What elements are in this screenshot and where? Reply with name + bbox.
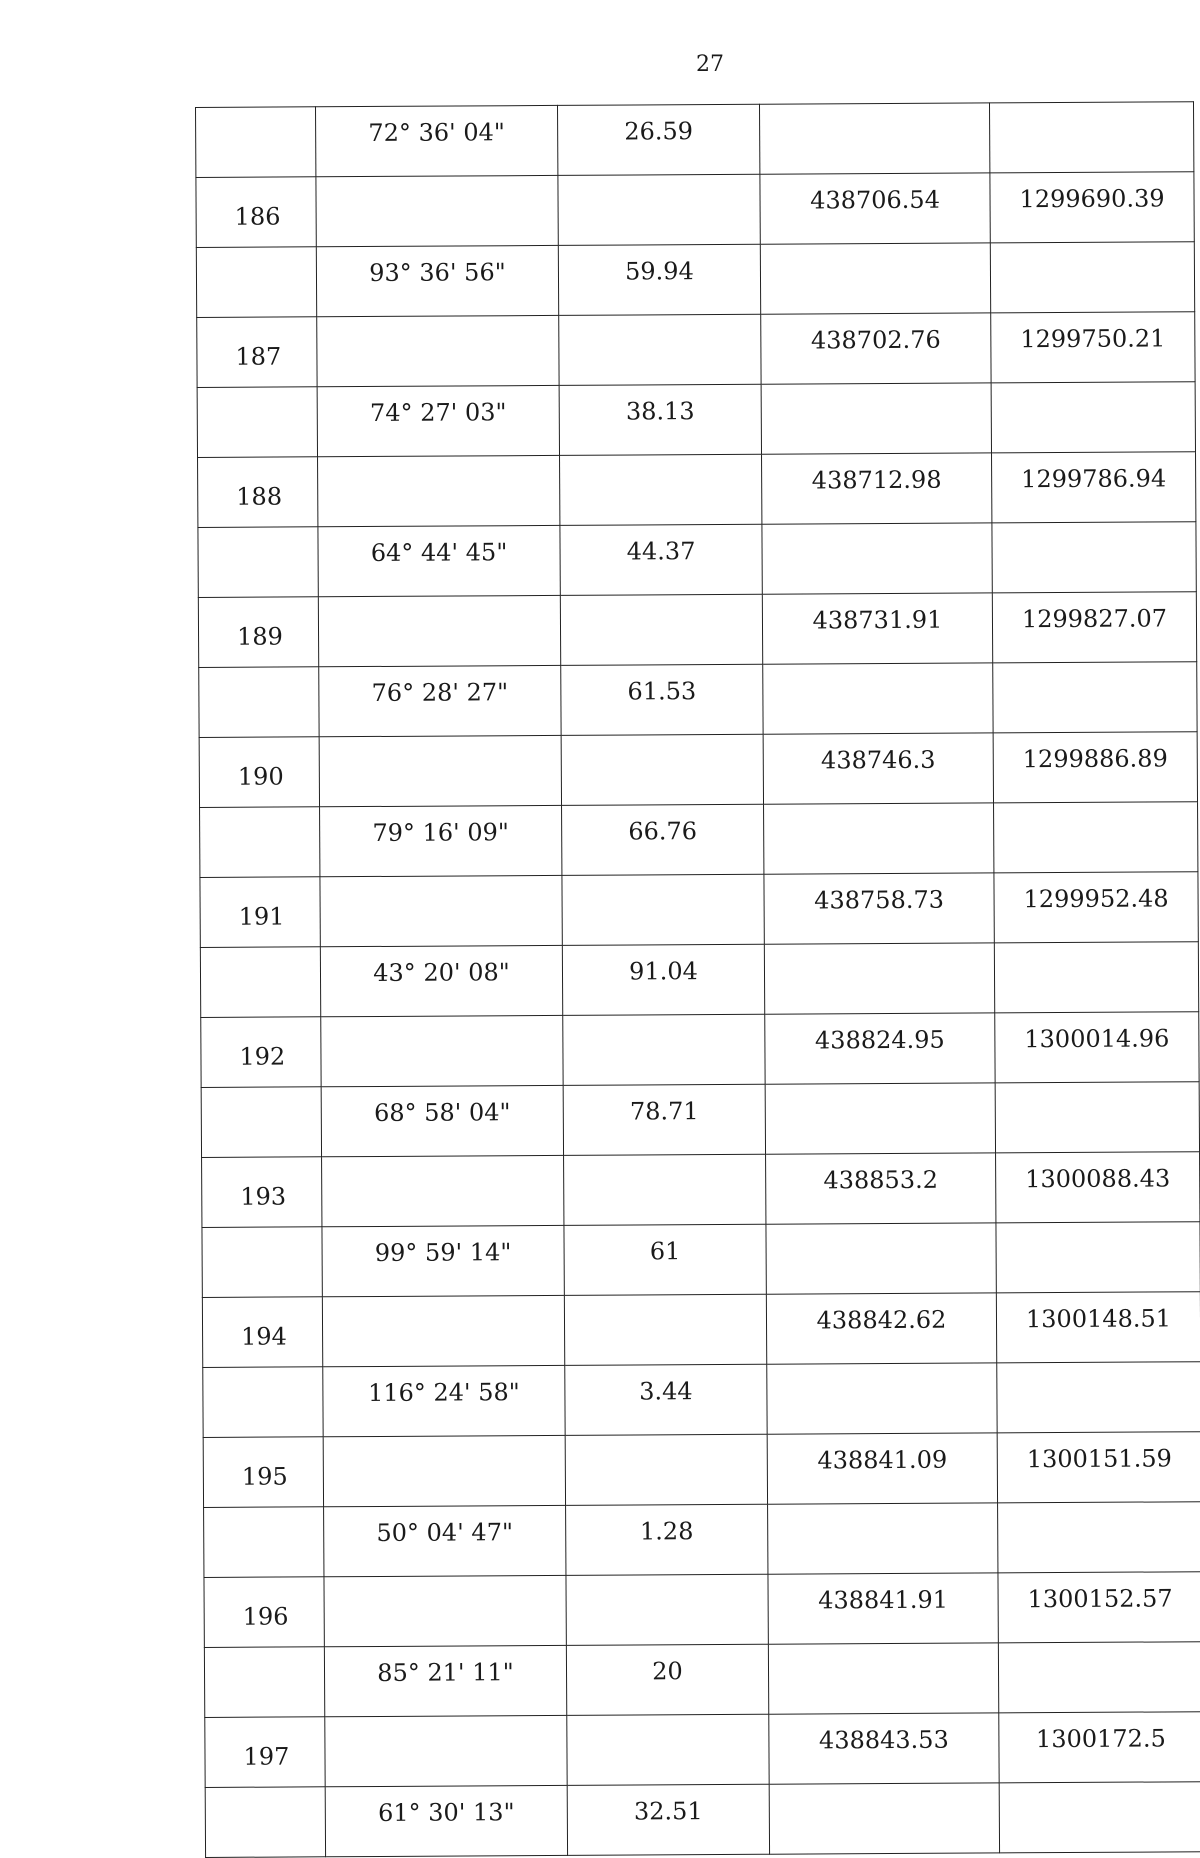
easting-cell: 438731.91 <box>762 593 992 664</box>
segment-row <box>196 102 1194 178</box>
bearing-cell: 72° 36' 04" <box>316 105 558 176</box>
distance-cell <box>561 734 763 805</box>
distance-cell <box>565 1434 767 1505</box>
distance-cell <box>563 1014 765 1085</box>
northing-cell: 1300172.5 <box>999 1712 1200 1783</box>
point-id-cell <box>197 387 317 458</box>
easting-cell: 438712.98 <box>762 453 992 524</box>
distance-cell: 1.28 <box>566 1504 768 1575</box>
point-id-cell <box>204 1507 324 1578</box>
distance-cell <box>560 454 762 525</box>
easting-cell: 438842.62 <box>766 1293 996 1364</box>
point-id-cell: 190 <box>199 737 319 808</box>
northing-cell: 1300151.59 <box>997 1432 1200 1503</box>
coordinate-table-container <box>195 101 1200 1858</box>
point-row <box>198 592 1196 668</box>
distance-cell: 32.51 <box>567 1784 769 1855</box>
segment-row <box>204 1642 1200 1718</box>
easting-cell <box>766 1223 996 1294</box>
bearing-cell <box>318 455 560 526</box>
point-id-cell <box>200 807 320 878</box>
northing-cell <box>991 382 1195 453</box>
easting-cell: 438758.73 <box>764 873 994 944</box>
segment-row <box>197 382 1195 458</box>
distance-cell: 59.94 <box>558 244 760 315</box>
point-id-cell: 191 <box>200 877 320 948</box>
bearing-cell <box>317 315 559 386</box>
bearing-cell: 93° 36' 56" <box>316 245 558 316</box>
segment-row <box>202 1222 1200 1298</box>
point-id-cell <box>196 247 316 318</box>
easting-cell: 438824.95 <box>765 1013 995 1084</box>
northing-cell: 1299827.07 <box>992 592 1196 663</box>
bearing-cell: 76° 28' 27" <box>319 665 561 736</box>
easting-cell <box>769 1783 999 1854</box>
northing-cell <box>998 1502 1200 1573</box>
northing-cell <box>996 1222 1200 1293</box>
point-row <box>196 172 1194 248</box>
northing-cell <box>993 662 1197 733</box>
bearing-cell: 68° 58' 04" <box>321 1085 563 1156</box>
coordinate-table <box>195 101 1200 1858</box>
table-body <box>196 102 1200 1858</box>
northing-cell: 1300152.57 <box>998 1572 1200 1643</box>
northing-cell <box>992 522 1196 593</box>
point-id-cell: 196 <box>204 1577 324 1648</box>
northing-cell: 1300148.51 <box>996 1292 1200 1363</box>
northing-cell: 1299786.94 <box>992 452 1196 523</box>
distance-cell: 26.59 <box>557 104 759 175</box>
bearing-cell <box>325 1715 567 1786</box>
northing-cell <box>994 802 1198 873</box>
bearing-cell <box>324 1575 566 1646</box>
point-row <box>203 1432 1200 1508</box>
easting-cell: 438706.54 <box>760 173 990 244</box>
distance-cell <box>559 314 761 385</box>
northing-cell <box>995 1082 1199 1153</box>
easting-cell <box>764 803 994 874</box>
bearing-cell <box>318 595 560 666</box>
distance-cell: 44.37 <box>560 524 762 595</box>
bearing-cell <box>320 875 562 946</box>
easting-cell <box>768 1503 998 1574</box>
segment-row <box>200 942 1198 1018</box>
point-row <box>198 452 1196 528</box>
segment-row <box>203 1362 1200 1438</box>
easting-cell <box>765 1083 995 1154</box>
segment-row <box>199 662 1197 738</box>
segment-row <box>205 1782 1200 1858</box>
point-id-cell: 197 <box>205 1717 325 1788</box>
northing-cell <box>998 1642 1200 1713</box>
point-id-cell: 193 <box>202 1157 322 1228</box>
northing-cell: 1299750.21 <box>991 312 1195 383</box>
easting-cell <box>768 1643 998 1714</box>
point-row <box>204 1572 1200 1648</box>
page-number: 27 <box>696 52 724 77</box>
easting-cell <box>767 1363 997 1434</box>
northing-cell: 1300088.43 <box>996 1152 1200 1223</box>
point-id-cell <box>202 1227 322 1298</box>
point-id-cell: 192 <box>201 1017 321 1088</box>
northing-cell <box>989 102 1193 173</box>
northing-cell: 1299690.39 <box>990 172 1194 243</box>
point-id-cell <box>196 107 316 178</box>
segment-row <box>196 242 1194 318</box>
distance-cell: 3.44 <box>565 1364 767 1435</box>
northing-cell: 1300014.96 <box>995 1012 1199 1083</box>
easting-cell <box>764 943 994 1014</box>
segment-row <box>198 522 1196 598</box>
bearing-cell: 50° 04' 47" <box>324 1505 566 1576</box>
bearing-cell <box>323 1435 565 1506</box>
northing-cell: 1299886.89 <box>993 732 1197 803</box>
easting-cell <box>759 103 989 174</box>
bearing-cell <box>319 735 561 806</box>
point-row <box>202 1152 1200 1228</box>
point-id-cell <box>200 947 320 1018</box>
bearing-cell: 64° 44' 45" <box>318 525 560 596</box>
point-id-cell: 195 <box>203 1437 323 1508</box>
segment-row <box>200 802 1198 878</box>
segment-row <box>204 1502 1200 1578</box>
point-id-cell: 189 <box>198 597 318 668</box>
bearing-cell: 79° 16' 09" <box>320 805 562 876</box>
easting-cell: 438841.91 <box>768 1573 998 1644</box>
distance-cell: 61.53 <box>561 664 763 735</box>
bearing-cell <box>316 175 558 246</box>
northing-cell <box>994 942 1198 1013</box>
distance-cell <box>558 174 760 245</box>
bearing-cell <box>322 1155 564 1226</box>
point-row <box>199 732 1197 808</box>
point-id-cell <box>205 1787 325 1858</box>
bearing-cell <box>322 1295 564 1366</box>
point-row <box>200 872 1198 948</box>
distance-cell <box>560 594 762 665</box>
northing-cell <box>999 1782 1200 1853</box>
distance-cell <box>564 1294 766 1365</box>
distance-cell <box>566 1574 768 1645</box>
northing-cell: 1299952.48 <box>994 872 1198 943</box>
distance-cell <box>567 1714 769 1785</box>
easting-cell <box>762 523 992 594</box>
easting-cell: 438746.3 <box>763 733 993 804</box>
point-id-cell <box>199 667 319 738</box>
point-id-cell: 188 <box>198 457 318 528</box>
bearing-cell: 74° 27' 03" <box>317 385 559 456</box>
easting-cell: 438702.76 <box>761 313 991 384</box>
bearing-cell: 43° 20' 08" <box>320 945 562 1016</box>
distance-cell: 78.71 <box>563 1084 765 1155</box>
bearing-cell: 99° 59' 14" <box>322 1225 564 1296</box>
distance-cell: 91.04 <box>562 944 764 1015</box>
easting-cell: 438841.09 <box>767 1433 997 1504</box>
distance-cell <box>564 1154 766 1225</box>
point-row <box>197 312 1195 388</box>
distance-cell: 66.76 <box>562 804 764 875</box>
easting-cell <box>761 383 991 454</box>
northing-cell <box>990 242 1194 313</box>
bearing-cell <box>321 1015 563 1086</box>
bearing-cell: 61° 30' 13" <box>325 1785 567 1856</box>
point-id-cell <box>201 1087 321 1158</box>
easting-cell: 438843.53 <box>769 1713 999 1784</box>
point-id-cell <box>198 527 318 598</box>
distance-cell <box>562 874 764 945</box>
point-id-cell: 194 <box>202 1297 322 1368</box>
easting-cell: 438853.2 <box>766 1153 996 1224</box>
point-id-cell <box>203 1367 323 1438</box>
bearing-cell: 85° 21' 11" <box>324 1645 566 1716</box>
point-row <box>201 1012 1199 1088</box>
segment-row <box>201 1082 1199 1158</box>
easting-cell <box>763 663 993 734</box>
distance-cell: 61 <box>564 1224 766 1295</box>
bearing-cell: 116° 24' 58" <box>323 1365 565 1436</box>
easting-cell <box>760 243 990 314</box>
point-id-cell: 187 <box>197 317 317 388</box>
point-id-cell <box>204 1647 324 1718</box>
northing-cell <box>997 1362 1200 1433</box>
point-row <box>205 1712 1200 1788</box>
point-id-cell: 186 <box>196 177 316 248</box>
point-row <box>202 1292 1200 1368</box>
distance-cell: 38.13 <box>559 384 761 455</box>
distance-cell: 20 <box>566 1644 768 1715</box>
